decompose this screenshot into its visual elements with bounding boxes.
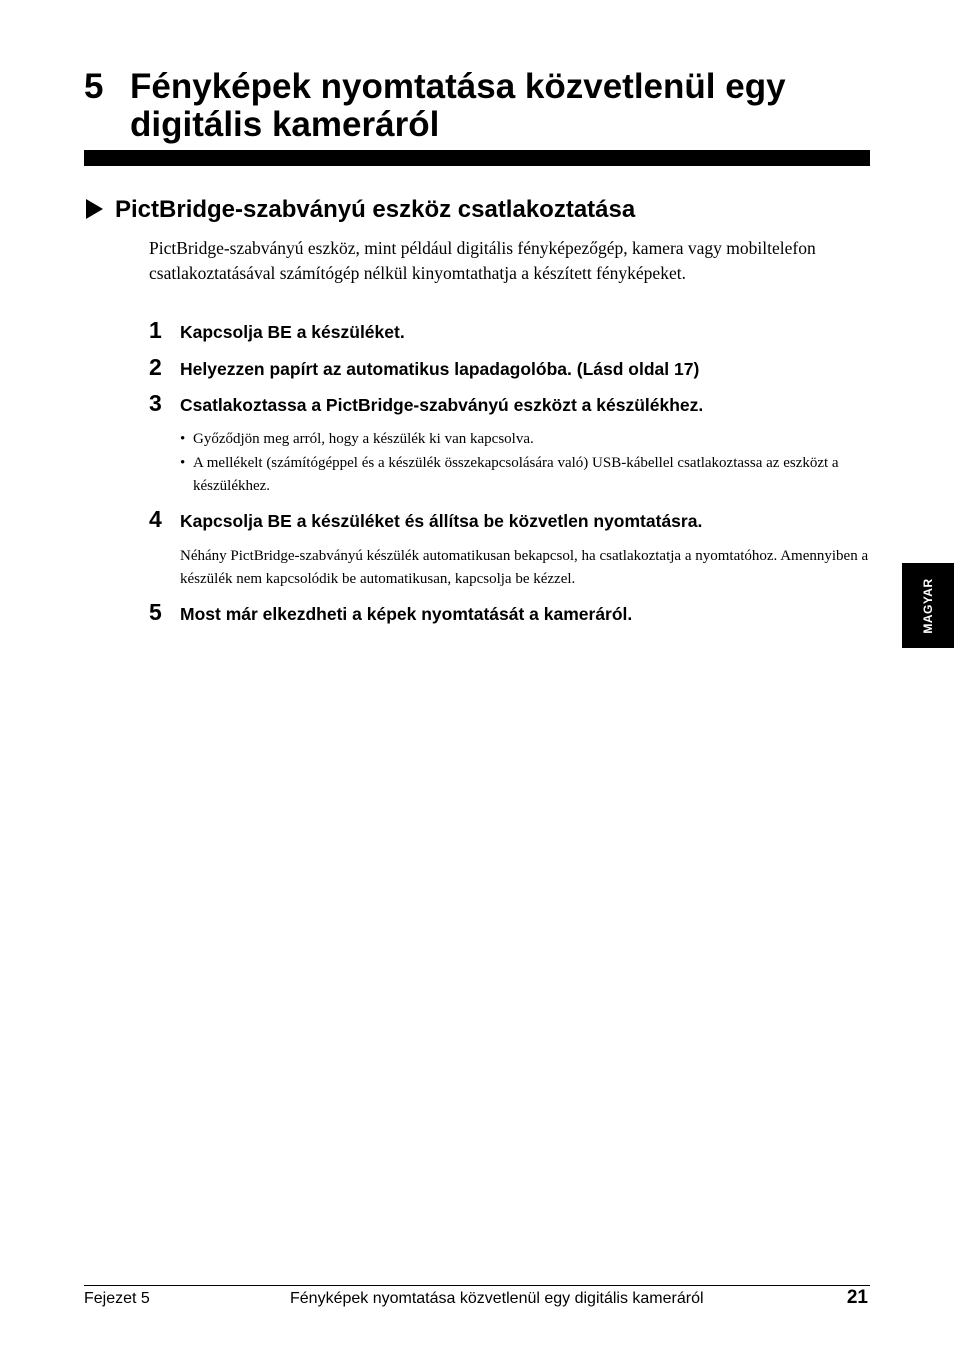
step-text: Kapcsolja BE a készüléket és állítsa be közvetlen nyomtatásra. (180, 511, 703, 531)
bullet-text: A mellékelt (számítógéppel és a készülék összekapcsolására való) USB-kábellel csatlakoztassa az eszközt a készülékhez. (193, 454, 839, 494)
bullet-icon: • (180, 431, 186, 447)
section-intro: PictBridge-szabványú eszköz, mint például digitális fényképezőgép, kamera vagy mobiltelefon csatlakoztatásával számítógép nélkül kinyomtathatja a készített fényképeket. (149, 238, 816, 283)
step-text: Helyezzen papírt az automatikus lapadagolóba. (Lásd oldal 17) (180, 359, 700, 379)
section-heading (86, 195, 635, 225)
section-heading-text: PictBridge-szabványú eszköz csatlakoztatása (115, 196, 636, 223)
step-text: Kapcsolja BE a készüléket. (180, 322, 405, 342)
chapter-number: 5 (84, 67, 104, 106)
step-4 (149, 505, 702, 535)
bullet-text: Győződjön meg arról, hogy a készülék ki van kapcsolva. (193, 431, 534, 447)
step-1 (149, 316, 405, 346)
step-number: 2 (149, 354, 162, 380)
page-number: 21 (846, 1287, 868, 1308)
list-item (180, 452, 870, 499)
step-2 (149, 353, 699, 383)
bullet-icon: • (180, 454, 186, 471)
triangle-bullet-icon (86, 199, 103, 219)
footer-rule (84, 1285, 870, 1286)
language-tab-label: MAGYAR (921, 577, 935, 634)
step-number: 5 (149, 599, 162, 625)
list-item (180, 428, 870, 452)
footer-chapter: Fejezet 5 (84, 1290, 150, 1307)
chapter-title-text: Fényképek nyomtatása közvetlenül egy digitális kameráról (130, 67, 786, 144)
step-4-note: Néhány PictBridge-szabványú készülék automatikusan bekapcsol, ha csatlakoztatja a nyomtatóhoz. Amennyiben a készülék nem kapcsolódik be automatikusan, kapcsolja be kézzel. (180, 548, 869, 587)
step-3-bullet-list (180, 428, 870, 499)
step-number: 4 (149, 506, 162, 532)
footer-title: Fényképek nyomtatása közvetlenül egy digitális kameráról (290, 1290, 704, 1307)
step-5 (149, 598, 632, 628)
language-tab (902, 563, 954, 648)
step-number: 3 (149, 390, 162, 416)
step-3 (149, 389, 703, 419)
step-number: 1 (149, 317, 162, 343)
step-text: Most már elkezdheti a képek nyomtatását a kameráról. (180, 604, 633, 624)
chapter-title (84, 68, 874, 144)
title-rule (84, 150, 870, 166)
step-text: Csatlakoztassa a PictBridge-szabványú eszközt a készülékhez. (180, 395, 704, 415)
